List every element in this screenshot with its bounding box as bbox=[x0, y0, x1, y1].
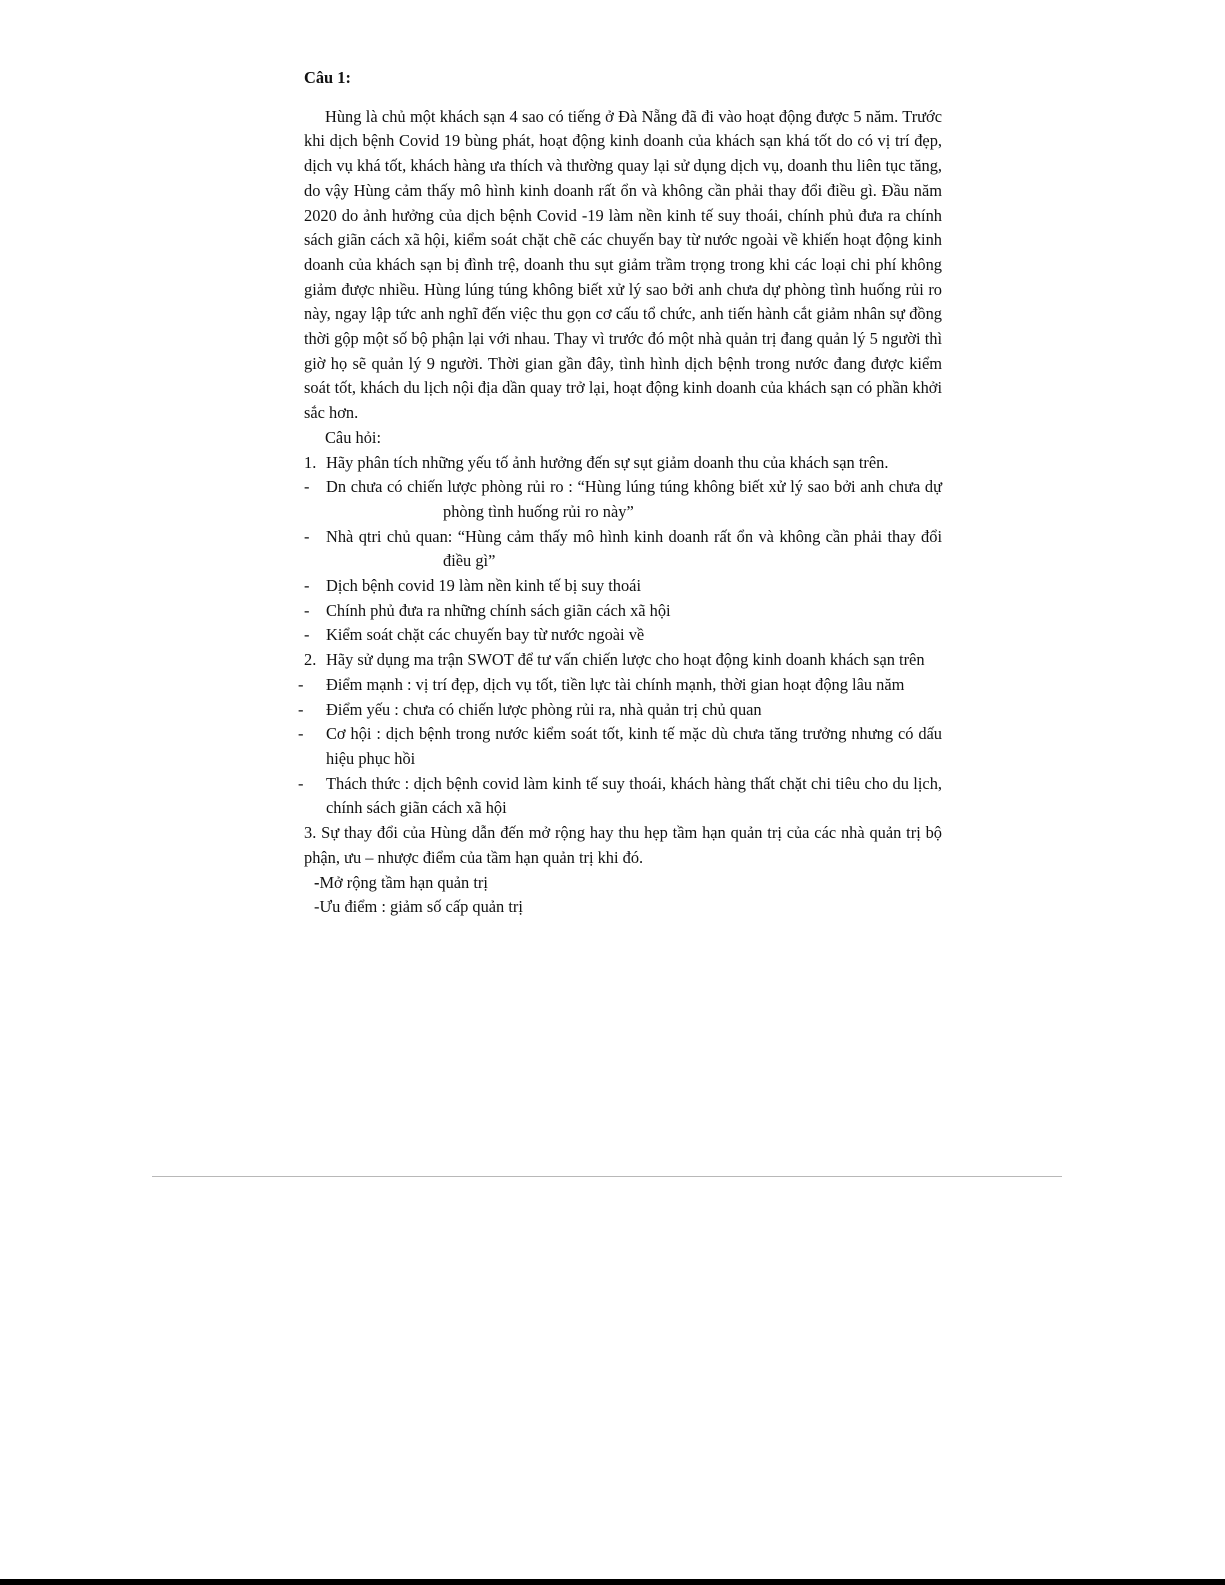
question-text: Hãy sử dụng ma trận SWOT để tư vấn chiến lược cho hoạt động kinh doanh khách sạn trên bbox=[326, 650, 925, 670]
question-number: 2. bbox=[304, 650, 317, 670]
question-1 bbox=[304, 451, 942, 476]
list-item: - Điểm mạnh : vị trí đẹp, dịch vụ tốt, tiền lực tài chính mạnh, thời gian hoạt động lâu năm bbox=[304, 673, 942, 698]
list-item: - Kiểm soát chặt các chuyến bay từ nước ngoài về bbox=[304, 623, 942, 648]
bullet-dash: - bbox=[304, 576, 310, 596]
list-item: - Chính phủ đưa ra những chính sách giãn cách xã hội bbox=[304, 599, 942, 624]
list-item: - Cơ hội : dịch bệnh trong nước kiểm soát tốt, kinh tế mặc dù chưa tăng trưởng nhưng có dấu hiệu phục hồi bbox=[298, 724, 942, 768]
bullet-dash: - bbox=[304, 625, 310, 645]
bullet-dash: - bbox=[298, 724, 304, 744]
bullet-dash: - bbox=[314, 872, 320, 892]
bullet-dash: - bbox=[298, 773, 304, 793]
question-label: Câu hỏi: bbox=[325, 427, 381, 447]
list-item: -Mở rộng tầm hạn quản trị bbox=[314, 872, 488, 892]
bottom-edge bbox=[0, 1579, 1225, 1585]
question-number: 1. bbox=[304, 452, 317, 472]
list-item: -Ưu điểm : giảm số cấp quản trị bbox=[314, 897, 523, 917]
bullet-dash: - bbox=[298, 674, 304, 694]
document-page bbox=[298, 66, 942, 920]
page-divider bbox=[152, 1176, 1062, 1177]
question-text: Hãy phân tích những yếu tố ảnh hưởng đến sự sụt giảm doanh thu của khách sạn trên. bbox=[326, 452, 889, 472]
list-item: - Dn chưa có chiến lược phòng rủi ro : “Hùng lúng túng không biết xử lý sao bởi anh chưa dự phòng tình huống rủi ro này” bbox=[304, 477, 942, 521]
list-item: - Thách thức : dịch bệnh covid làm kinh tế suy thoái, khách hàng thất chặt chi tiêu cho du lịch, chính sách giãn cách xã hội bbox=[298, 773, 942, 818]
question-title: Câu 1: bbox=[304, 68, 351, 87]
list-item: - Điểm yếu : chưa có chiến lược phòng rủi ra, nhà quản trị chủ quan bbox=[304, 698, 942, 723]
bullet-dash: - bbox=[304, 600, 310, 620]
question-2 bbox=[304, 648, 942, 673]
bullet-dash: - bbox=[314, 897, 320, 917]
bullet-dash: - bbox=[298, 699, 304, 719]
question-3: 3. Sự thay đổi của Hùng dẫn đến mở rộng hay thu hẹp tầm hạn quản trị của các nhà quản trị bộ phận, ưu – nhược điểm của tầm hạn quản trị khi đó. bbox=[304, 823, 942, 867]
bullet-dash: - bbox=[304, 477, 310, 497]
list-item: - Dịch bệnh covid 19 làm nền kinh tế bị suy thoái bbox=[304, 574, 942, 599]
case-paragraph: Hùng là chủ một khách sạn 4 sao có tiếng ở Đà Nẵng đã đi vào hoạt động được 5 năm. Trước khi dịch bệnh Covid 19 bùng phát, hoạt động kinh doanh của khách sạn khá tốt do có vị trí đẹp, dịch vụ khá tốt, khách hàng ưa thích và thường quay lại sử dụng dịch vụ, doanh thu liên tục tăng, do vậy Hùng cảm thấy mô hình kinh doanh rất ổn và không cần phải thay đổi điều gì. Đầu năm 2020 do ảnh hưởng của dịch bệnh Covid -19 làm nền kinh tế suy thoái, chính phủ đưa ra chính sách giãn cách xã hội, kiểm soát chặt chẽ các chuyến bay từ nước ngoài về khiến hoạt động kinh doanh của khách sạn bị đình trệ, doanh thu sụt giảm trầm trọng trong khi các loại chi phí không giảm được nhiều. Hùng lúng túng không biết xử lý sao bởi anh chưa dự phòng tình huống rủi ro này, ngay lập tức anh nghĩ đến việc thu gọn cơ cấu tổ chức, anh tiến hành cắt giảm nhân sự đồng thời gộp một số bộ phận lại với nhau. Thay vì trước đó một nhà quản trị đang quản lý 5 người thì giờ họ sẽ quản lý 9 người. Thời gian gần đây, tình hình dịch bệnh trong nước đang được kiểm soát tốt, khách du lịch nội địa dần quay trở lại, hoạt động kinh doanh của khách sạn có phần khởi sắc hơn. bbox=[304, 106, 942, 423]
list-item: - Nhà qtri chủ quan: “Hùng cảm thấy mô hình kinh doanh rất ổn và không cần phải thay đổi điều gì” bbox=[304, 526, 942, 571]
bullet-dash: - bbox=[304, 526, 310, 546]
